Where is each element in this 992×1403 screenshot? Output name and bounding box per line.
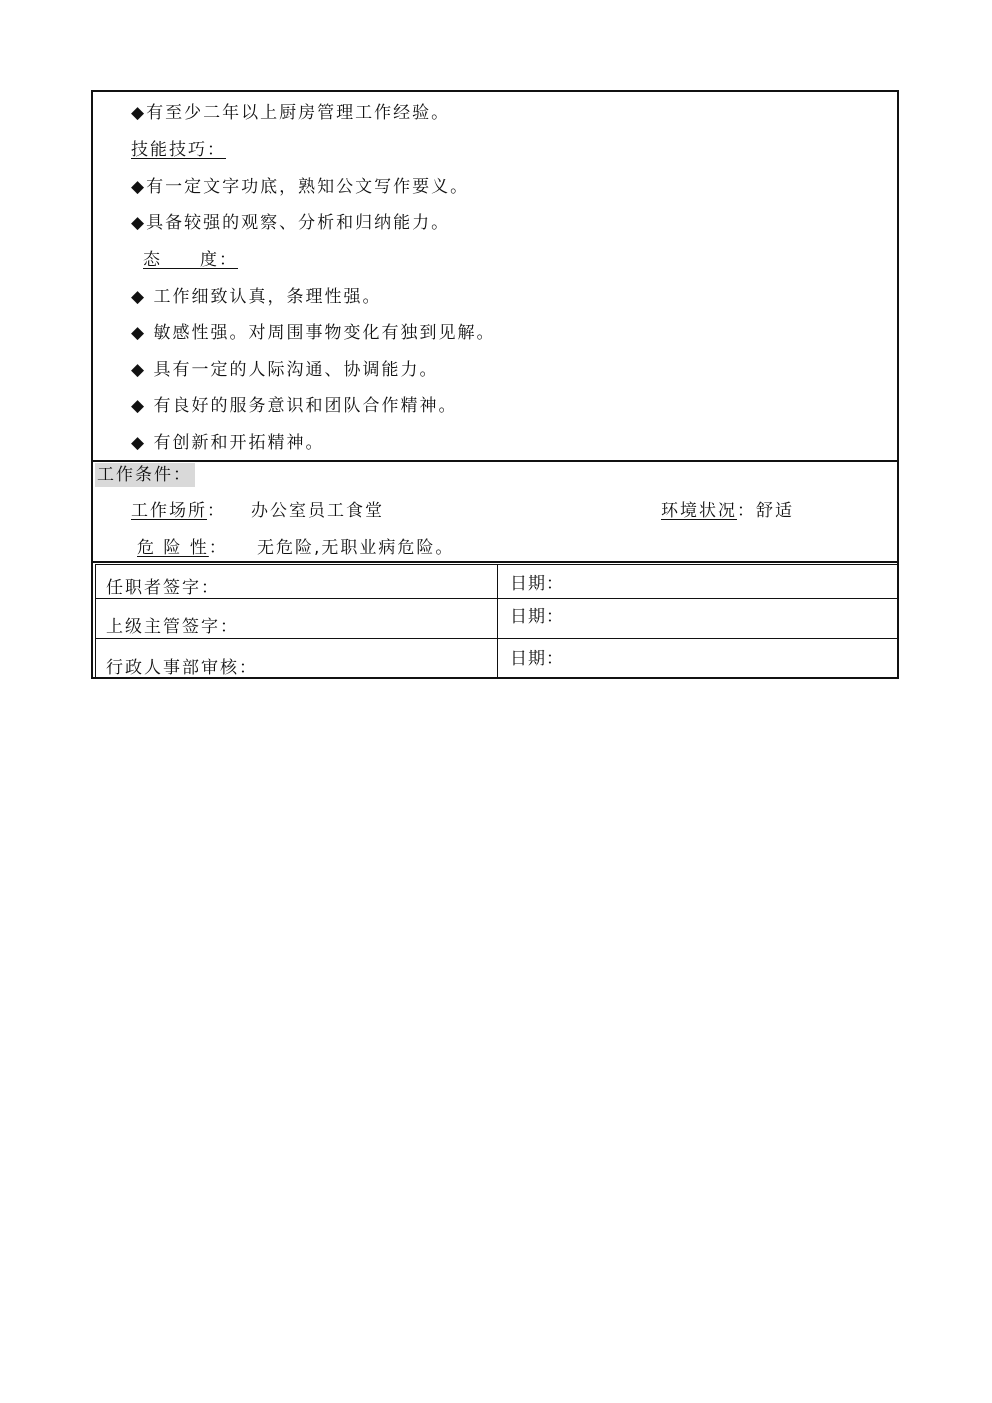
danger-colon: ： (208, 538, 228, 558)
signature-row (96, 565, 897, 599)
workplace-value: 办公室员工食堂 (251, 501, 384, 521)
signature-label: 任职者签字： (106, 578, 220, 598)
attitude-title: 态 度： (143, 250, 238, 270)
workplace-colon: ： (207, 501, 226, 521)
signature-row (96, 599, 897, 639)
section-divider (93, 561, 897, 563)
attitude-item: ◆ 有创新和开拓精神。 (131, 433, 325, 453)
attitude-item: ◆ 工作细致认真，条理性强。 (131, 287, 382, 307)
danger-value: 无危险,无职业病危险。 (257, 538, 455, 558)
section-divider (93, 460, 897, 462)
attitude-item: ◆ 敏感性强。对周围事物变化有独到见解。 (131, 323, 496, 343)
date-label: 日期： (510, 574, 564, 594)
danger-row (137, 537, 228, 559)
skill-item: ◆有一定文字功底，熟知公文写作要义。 (131, 177, 470, 197)
skills-title: 技能技巧： (131, 140, 226, 160)
signature-table (95, 564, 898, 679)
attitude-item: ◆ 具有一定的人际沟通、协调能力。 (131, 360, 439, 380)
attitude-item: ◆ 有良好的服务意识和团队合作精神。 (131, 396, 458, 416)
date-label: 日期： (510, 649, 564, 669)
requirements-section (93, 92, 897, 461)
signature-row (96, 639, 897, 678)
danger-label: 危 险 性 (137, 538, 209, 558)
date-label: 日期： (510, 607, 564, 627)
environment-value: 舒适 (756, 501, 794, 521)
signature-label: 行政人事部审核： (106, 658, 258, 678)
conditions-heading: 工作条件： (95, 463, 195, 487)
signature-label: 上级主管签字： (106, 617, 239, 637)
skill-item: ◆具备较强的观察、分析和归纳能力。 (131, 213, 451, 233)
environment-colon: ： (737, 501, 756, 521)
job-description-frame (91, 90, 899, 679)
experience-line: ◆有至少二年以上厨房管理工作经验。 (131, 103, 451, 123)
environment-row (661, 500, 794, 522)
workplace-label: 工作场所 (131, 501, 207, 521)
workplace-row (131, 500, 226, 522)
environment-label: 环境状况 (661, 501, 737, 521)
